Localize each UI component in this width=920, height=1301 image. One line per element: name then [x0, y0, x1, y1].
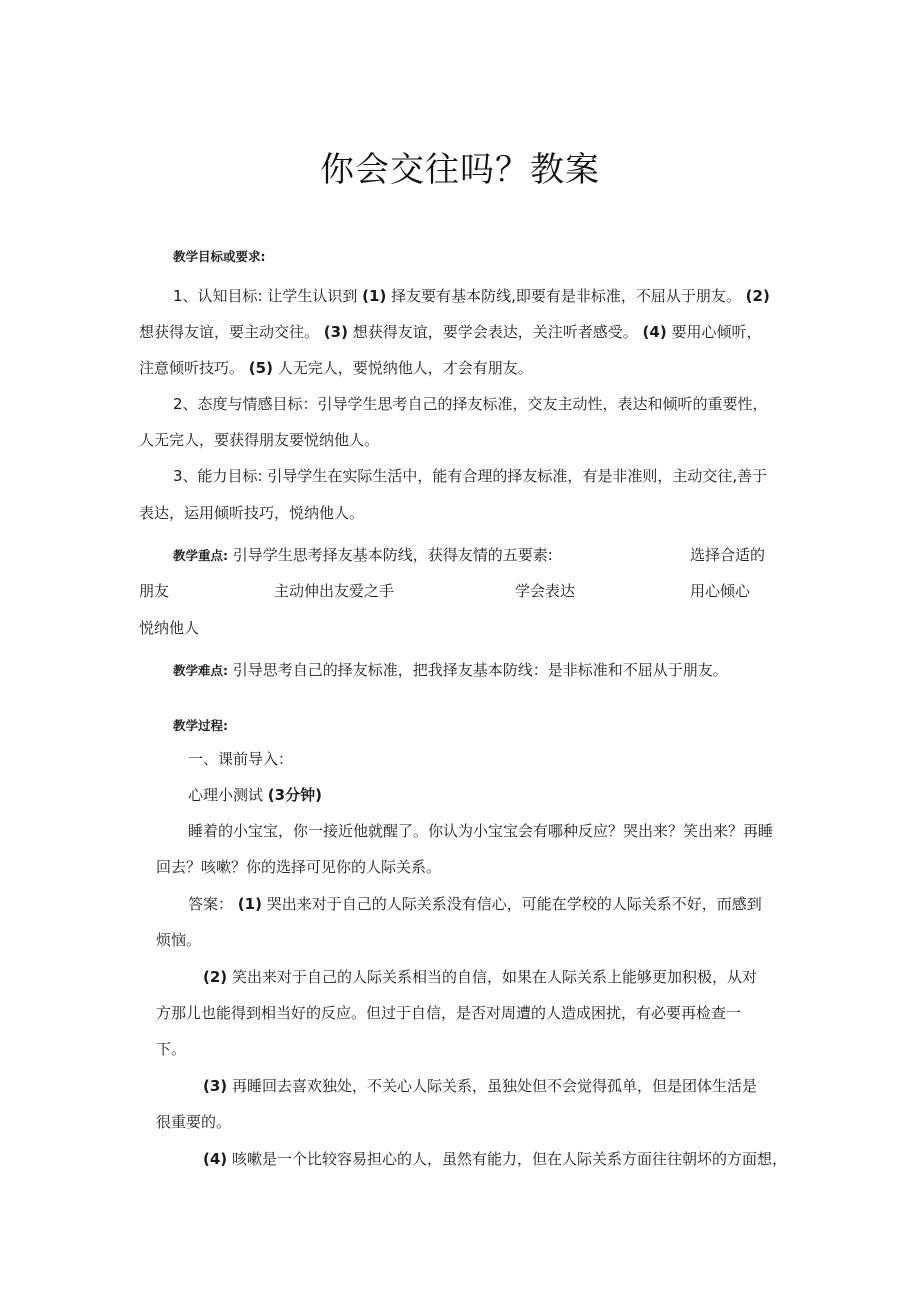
- answer2-text: 笑出来对于自己的人际关系相当的自信，如果在人际关系上能够更加积极，从对: [231, 968, 757, 986]
- section1-heading: 一、课前导入：: [188, 750, 294, 768]
- question-line1: 睡着的小宝宝，你一接近他就醒了。你认为小宝宝会有哪种反应？哭出来？笑出来？再睡: [188, 822, 774, 840]
- goal1-text1: 择友要有基本防线,即要有是非标准，不屈从于朋友。: [391, 287, 741, 305]
- answer1-num: (1): [237, 895, 262, 913]
- answer2-line3: 下。: [156, 1040, 187, 1058]
- goal2-line2: 人无完人，要获得朋友要悦纳他人。: [139, 431, 380, 449]
- answer2-line1: [203, 967, 757, 987]
- answer1-line2: 烦恼。: [156, 931, 202, 949]
- answer4-line1: [203, 1149, 787, 1169]
- key-item1-a: 选择合适的: [690, 546, 766, 564]
- goal1-num4: (4): [642, 323, 667, 341]
- answer3-num: (3): [203, 1077, 228, 1095]
- answer4-text: 咳嗽是一个比较容易担心的人，虽然有能力，但在人际关系方面往往朝坏的方面想，: [231, 1150, 787, 1168]
- answer3-text: 再睡回去喜欢独处，不关心人际关系，虽独处但不会觉得孤单，但是团体生活是: [231, 1077, 757, 1095]
- key-points-label: 教学重点:: [173, 548, 228, 563]
- goal1-num1: (1): [362, 287, 387, 305]
- goal3-line2: 表达，运用倾听技巧，悦纳他人。: [139, 504, 365, 522]
- key-item4: 用心倾心: [690, 582, 751, 600]
- goals-label: 教学目标或要求:: [173, 249, 266, 264]
- key-points-line1: [173, 545, 553, 566]
- question-line2: 回去？咳嗽？你的选择可见你的人际关系。: [156, 858, 442, 876]
- key-item5: 悦纳他人: [139, 619, 200, 637]
- key-item3: 学会表达: [515, 582, 576, 600]
- goal1-line1: [173, 286, 770, 306]
- answer4-num: (4): [203, 1150, 228, 1168]
- goal2-line1: 2、态度与情感目标：引导学生思考自己的择友标准，交友主动性，表达和倾听的重要性，: [173, 395, 768, 413]
- psych-test-time: (3分钟): [267, 786, 322, 804]
- goal1-num5: (5): [248, 359, 273, 377]
- page-title: 你会交往吗？教案: [320, 150, 600, 190]
- psych-test-name: 心理小测试: [188, 786, 264, 804]
- goal1-line3-b: 人无完人，要悦纳他人，才会有朋友。: [277, 359, 533, 377]
- goal1-line2-a: 想获得友谊，要主动交往。: [139, 323, 320, 341]
- answer1-text: 哭出来对于自己的人际关系没有信心，可能在学校的人际关系不好，而感到: [266, 895, 762, 913]
- answer3-line1: [203, 1076, 757, 1096]
- goal1-line2-c: 要用心倾听，: [671, 323, 762, 341]
- goal1-num2: (2): [745, 287, 770, 305]
- difficult-points-line: [173, 660, 728, 681]
- goal1-lead: 1、认知目标: 让学生认识到: [173, 287, 358, 305]
- psych-test-heading: [188, 785, 322, 805]
- goal3-line1: 3、能力目标: 引导学生在实际生活中，能有合理的择友标准，有是非准则，主动交往,善于: [173, 467, 768, 485]
- goal1-line3: [139, 358, 533, 378]
- answer2-num: (2): [203, 968, 228, 986]
- key-points-text: 引导学生思考择友基本防线，获得友情的五要素:: [232, 546, 553, 564]
- goal1-line2-b: 想获得友谊，要学会表达，关注听者感受。: [352, 323, 638, 341]
- process-label: 教学过程:: [173, 718, 228, 733]
- key-item2: 主动伸出友爱之手: [274, 582, 395, 600]
- answer2-line2: 方那儿也能得到相当好的反应。但过于自信，是否对周遭的人造成困扰，有必要再检查一: [156, 1004, 742, 1022]
- goal1-line2: [139, 322, 761, 342]
- answers-lead: 答案：: [188, 895, 234, 913]
- goal1-num3: (3): [323, 323, 348, 341]
- difficult-points-label: 教学难点:: [173, 663, 228, 678]
- key-item1-b: 朋友: [139, 582, 170, 600]
- answer3-line2: 很重要的。: [156, 1113, 232, 1131]
- difficult-points-text: 引导思考自己的择友标准，把我择友基本防线：是非标准和不屈从于朋友。: [232, 661, 728, 679]
- answer1-line1: [188, 894, 762, 914]
- goal1-line3-a: 注意倾听技巧。: [139, 359, 245, 377]
